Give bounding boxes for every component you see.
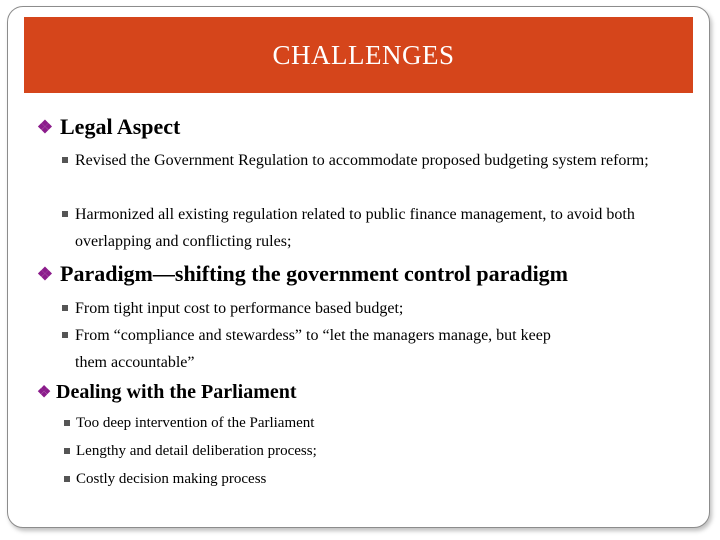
section-heading-text: Dealing with the Parliament: [56, 380, 297, 403]
square-bullet-icon: [64, 476, 70, 482]
list-item: [62, 201, 687, 255]
list-item-text: Harmonized all existing regulation related to public finance management, to avoid both overlapping and conflicting rules;: [75, 206, 635, 250]
square-bullet-icon: [62, 305, 68, 311]
list-item: [64, 466, 624, 493]
list-item-text: Revised the Government Regulation to accommodate proposed budgeting system reform;: [75, 152, 649, 169]
list-item-text: From “compliance and stewardess” to “let the managers manage, but keep them accountable”: [75, 327, 551, 371]
list-item-text: Costly decision making process: [76, 471, 267, 487]
section-heading: [36, 112, 180, 142]
square-bullet-icon: [62, 332, 68, 338]
list-item-text: From tight input cost to performance based budget;: [75, 300, 404, 317]
diamond-bullet-icon: ❖: [36, 384, 52, 401]
list-item: [64, 438, 624, 465]
diamond-bullet-icon: ❖: [36, 263, 54, 284]
square-bullet-icon: [62, 157, 68, 163]
title-bar: [24, 17, 693, 93]
list-item-text: Lengthy and detail deliberation process;: [76, 443, 317, 459]
square-bullet-icon: [64, 420, 70, 426]
section-heading: [36, 258, 568, 290]
diamond-bullet-icon: ❖: [36, 116, 54, 137]
section-heading: [36, 378, 297, 406]
list-item-text: Too deep intervention of the Parliament: [76, 415, 315, 431]
section-heading-text: Paradigm—shifting the government control paradigm: [60, 261, 569, 286]
list-item: [62, 322, 582, 376]
slide-title: CHALLENGES: [272, 39, 455, 70]
list-item: [62, 147, 687, 174]
square-bullet-icon: [64, 448, 70, 454]
list-item: [62, 295, 622, 322]
square-bullet-icon: [62, 211, 68, 217]
section-heading-text: Legal Aspect: [60, 114, 181, 139]
list-item: [64, 410, 624, 437]
